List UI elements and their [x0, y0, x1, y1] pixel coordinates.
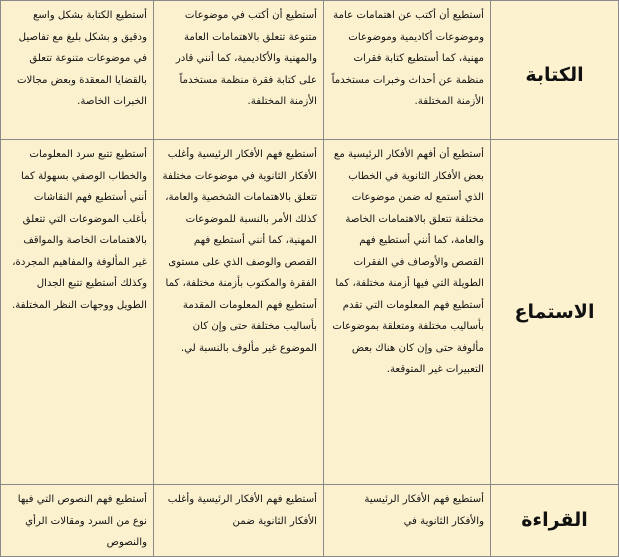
table-row-writing — [1, 1, 619, 140]
table-cell: أستطيع تتبع سرد المعلومات والخطاب الوصفي بسهولة كما أنني أستطيع فهم النقاشات بأغلب الموضوعات التي تتعلق بالاهتمامات الخاصة والمواقف غير المألوفة والمفاهيم المجردة، وكذلك أستطيع تتبع الجدال الطويل ووجهات النظر المختلفة. — [1, 140, 154, 485]
skill-label-reading: القراءة — [491, 485, 619, 557]
table-cell: أستطيع أن أكتب عن اهتمامات عامة وموضوعات أكاديمية وموضوعات مهنية، كما أستطيع كتابة فقرات منظمة عن أحداث وخبرات مستخدماً الأزمنة المختلفة. — [324, 1, 491, 140]
table-cell: أستطيع فهم النصوص التي فيها نوع من السرد ومقالات الرأي والنصوص — [1, 485, 154, 557]
table-cell: أستطيع فهم الأفكار الرئيسية وأغلب الأفكار الثانوية ضمن — [154, 485, 324, 557]
table-row-reading — [1, 485, 619, 557]
table-cell: أستطيع أن أكتب في موضوعات متنوعة تتعلق بالاهتمامات العامة والمهنية والأكاديمية، كما أنني قادر على كتابة فقرة منظمة مستخدماً الأزمنة المختلفة. — [154, 1, 324, 140]
table-cell: أستطيع أن أفهم الأفكار الرئيسية مع بعض الأفكار الثانوية في الخطاب الذي أستمع له ضمن موضوعات مختلفة تتعلق بالاهتمامات الخاصة والعامة، كما أنني أستطيع فهم القصص والأوصاف في الفقرات الطويلة التي فيها أزمنة مختلفة، كما أستطيع فهم المعلومات التي تقدم بأساليب مختلفة ومتعلقة بموضوعات مألوفة حتى وإن كان هناك بعض التعبيرات غير المتوقعة. — [324, 140, 491, 485]
table-cell: أستطيع الكتابة بشكل واسع ودقيق و بشكل بليغ مع تفاصيل في موضوعات متنوعة تتعلق بالقضايا المعقدة وبعض مجالات الخبرات الخاصة. — [1, 1, 154, 140]
table-cell: أستطيع فهم الأفكار الرئيسية وأغلب الأفكار الثانوية في موضوعات مختلفة تتعلق بالاهتمامات الشخصية والعامة، كذلك الأمر بالنسبة للموضوعات المهنية، كما أنني أستطيع فهم القصص والوصف الذي على مستوى الفقرة والمكتوب بأزمنة مختلفة، كما أستطيع فهم المعلومات المقدمة بأساليب مختلفة حتى وإن كان الموضوع غير مألوف بالنسبة لي. — [154, 140, 324, 485]
skill-label-listening: الاستماع — [491, 140, 619, 485]
table-cell: أستطيع فهم الأفكار الرئيسية والأفكار الثانوية في — [324, 485, 491, 557]
skill-label-writing: الكتابة — [491, 1, 619, 140]
table-row-listening — [1, 140, 619, 485]
